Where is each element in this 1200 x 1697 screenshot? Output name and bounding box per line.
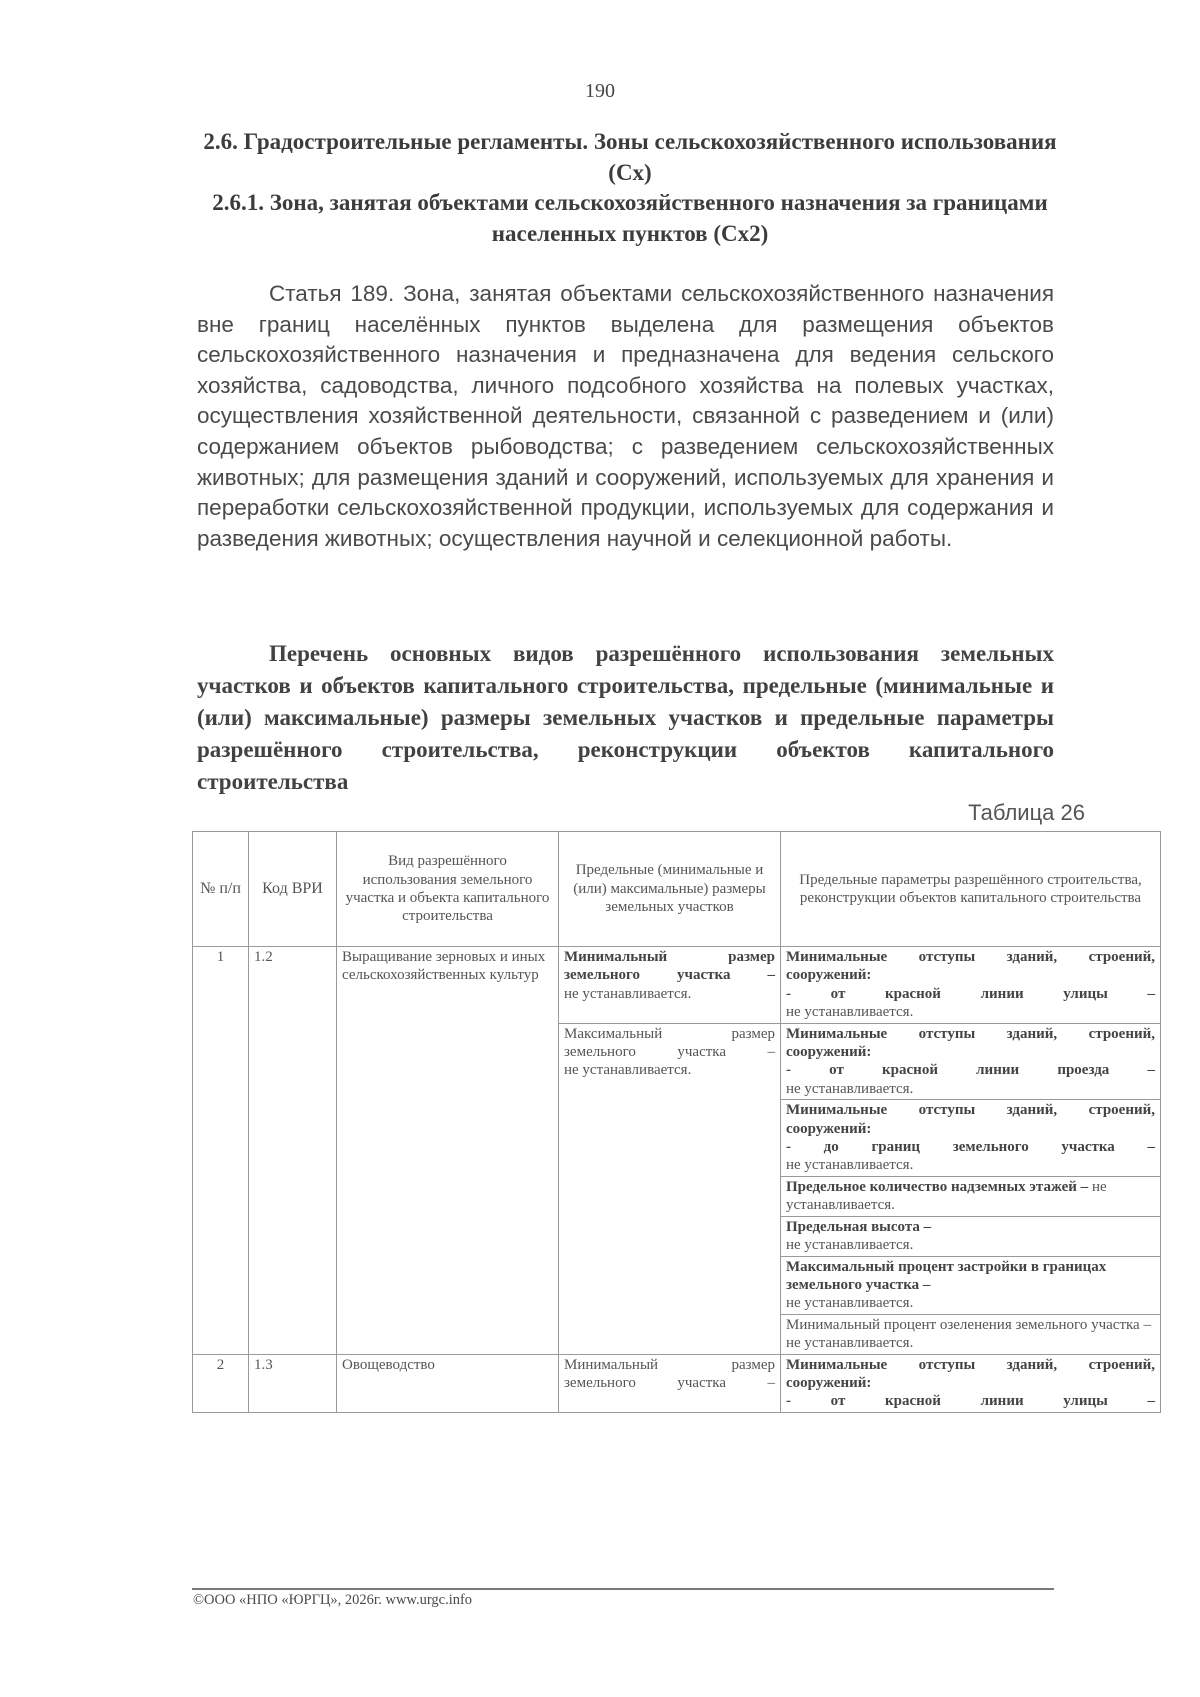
param-value: не устанавливается.	[786, 1004, 914, 1021]
table-header-row	[193, 832, 1161, 947]
param-label: Минимальные отступы зданий, строений, сооружений:	[786, 1025, 1155, 1061]
param-cell	[781, 1100, 1161, 1177]
param-cell	[781, 1216, 1161, 1256]
page-number: 190	[585, 80, 615, 102]
param-label: Минимальные отступы зданий, строений, сооружений:	[786, 1102, 1155, 1137]
row-code: 1.3	[249, 1354, 337, 1412]
param-cell	[781, 1314, 1161, 1354]
row-kind: Овощеводство	[337, 1354, 559, 1412]
param-value: не устанавливается.	[786, 1237, 914, 1254]
param-cell	[781, 1256, 1161, 1314]
header-num: № п/п	[193, 832, 249, 947]
param-sub: - от красной линии улицы –	[786, 1393, 1155, 1410]
footer-copyright: ©ООО «НПО «ЮРГЦ», 2026г. www.urgc.info	[193, 1592, 473, 1608]
footer-divider	[192, 1588, 1054, 1590]
list-title: Перечень основных видов разрешённого использования земельных участков и объектов капитального строительства, предельные (минимальные и (или) максимальные) размеры земельных участков и предельные параметры разрешённого строительства, реконструкции объектов капитального строительства	[197, 641, 1054, 794]
header-sizes: Предельные (минимальные и (или) максимальные) размеры земельных участков	[559, 832, 781, 947]
header-params: Предельные параметры разрешённого строительства, реконструкции объектов капитального строительства	[781, 832, 1161, 947]
max-size-value: не устанавливается.	[564, 1062, 692, 1079]
min-size-value: не устанавливается.	[564, 985, 692, 1002]
regulations-table	[192, 831, 1161, 1413]
param-label: Минимальный процент озеленения земельного участка –	[786, 1316, 1151, 1333]
param-value: не устанавливается.	[786, 1080, 914, 1097]
min-size-label: Минимальный размер земельного участка –	[564, 949, 775, 984]
row-code: 1.2	[249, 947, 337, 1355]
min-size-cell	[559, 1354, 781, 1412]
param-label: Предельная высота –	[786, 1218, 932, 1235]
param-cell	[781, 947, 1161, 1024]
param-cell	[781, 1176, 1161, 1216]
param-value: не устанавливается.	[786, 1295, 914, 1312]
param-sub: - до границ земельного участка –	[786, 1139, 1155, 1156]
param-label: Максимальный процент застройки в границах земельного участка –	[786, 1258, 1107, 1293]
article-paragraph: Статья 189. Зона, занятая объектами сельскохозяйственного назначения вне границ населённых пунктов выделена для размещения объектов сельскохозяйственного назначения и предназначена для ведения сельского хозяйства, садоводства, личного подсобного хозяйства на полевых участках, осуществления хозяйственной деятельности, связанной с разведением и (или) содержанием объектов рыбоводства; с разведением сельскохозяйственных животных; для размещения зданий и сооружений, используемых для хранения и переработки сельскохозяйственной продукции, используемых для содержания и разведения животных; осуществления научной и селекционной работы.	[197, 281, 1054, 551]
param-value: не устанавливается.	[786, 1157, 914, 1174]
row-num: 2	[193, 1354, 249, 1412]
param-value: не устанавливается.	[786, 1335, 914, 1352]
min-size-cell	[559, 947, 781, 1024]
table-row	[193, 1354, 1161, 1412]
header-code: Код ВРИ	[249, 832, 337, 947]
table-row	[193, 947, 1161, 1024]
param-label: Предельное количество надземных этажей –	[786, 1178, 1089, 1195]
param-cell	[781, 1023, 1161, 1100]
row-num: 1	[193, 947, 249, 1355]
row-kind: Выращивание зерновых и иных сельскохозяйственных культур	[337, 947, 559, 1355]
max-size-cell	[559, 1023, 781, 1354]
section-heading: 2.6. Градостроительные регламенты. Зоны сельскохозяйственного использования (Сх)	[203, 129, 1057, 185]
param-label: Минимальные отступы зданий, строений, сооружений:	[786, 1356, 1155, 1391]
min-size-label: Минимальный размер земельного участка –	[564, 1356, 775, 1391]
param-value: не устанавливается.	[786, 1178, 1107, 1214]
table-label: Таблица 26	[968, 800, 1085, 825]
param-cell	[781, 1354, 1161, 1412]
param-sub: - от красной линии улицы –	[786, 985, 1155, 1002]
subsection-heading: 2.6.1. Зона, занятая объектами сельскохозяйственного назначения за границами населенных пунктов (Сх2)	[212, 190, 1048, 246]
max-size-label: Максимальный размер земельного участка –	[564, 1025, 775, 1061]
param-text	[786, 1178, 1155, 1215]
param-label: Минимальные отступы зданий, строений, сооружений:	[786, 949, 1155, 984]
header-kind: Вид разрешённого использования земельного участка и объекта капитального строительства	[337, 832, 559, 947]
param-sub: - от красной линии проезда –	[786, 1062, 1155, 1079]
